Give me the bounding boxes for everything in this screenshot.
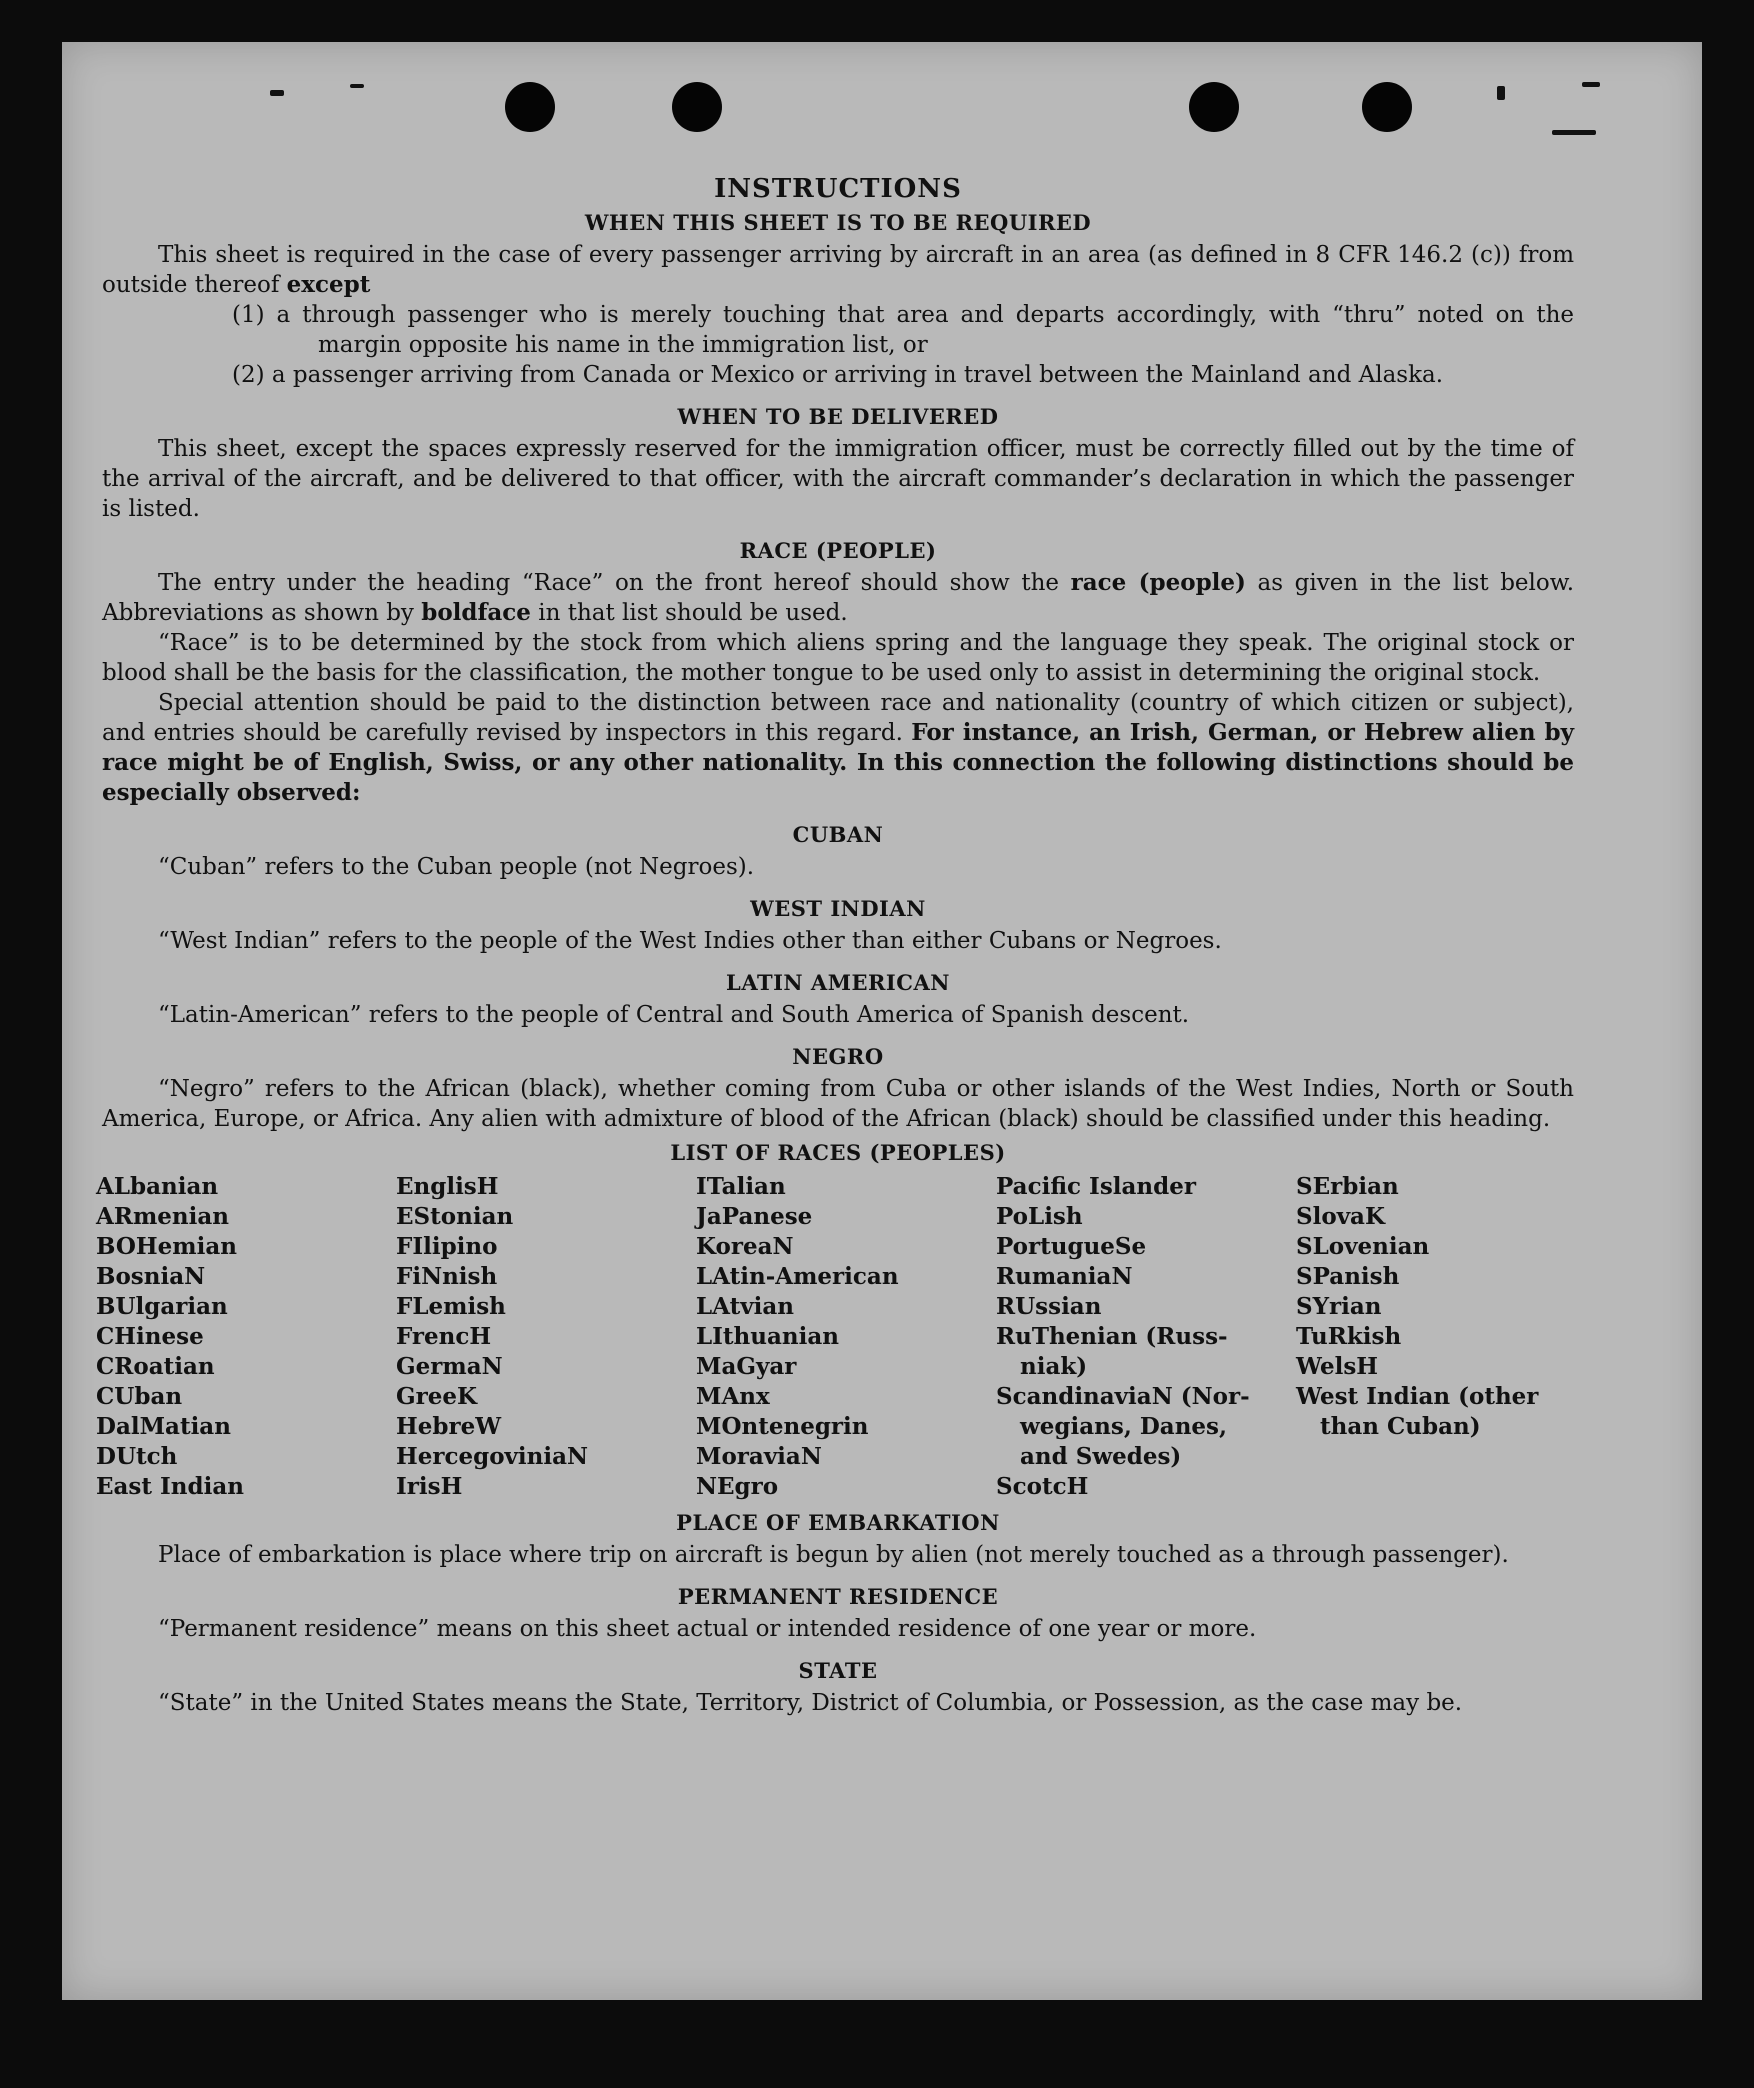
heading-race: RACE (PEOPLE) bbox=[739, 538, 937, 563]
race-list-entry: RumaniaN bbox=[996, 1263, 1133, 1290]
scan-speck bbox=[270, 90, 284, 96]
race-list-entry: wegians, Danes, bbox=[1020, 1413, 1227, 1440]
race-list-entry: DUtch bbox=[96, 1443, 178, 1470]
race-list-entry: and Swedes) bbox=[1020, 1443, 1182, 1470]
race-list bbox=[96, 1172, 1574, 1502]
race-list-entry: CHinese bbox=[96, 1323, 204, 1350]
race-list-entry: BUlgarian bbox=[96, 1293, 228, 1320]
race-p3-part-a: Special attention should be paid to the distinction between race and nationality (country of which citizen or subject), and entries should be carefully revised by inspectors in this regard. bbox=[102, 690, 1574, 746]
instructions-content bbox=[96, 132, 1575, 1718]
state-text: “State” in the United States means the State, Territory, District of Columbia, or Possession, as the case may be. bbox=[158, 1690, 1463, 1716]
race-list-entry: than Cuban) bbox=[1320, 1413, 1481, 1440]
race-paragraph-1 bbox=[102, 568, 1574, 628]
race-column-4 bbox=[996, 1172, 1296, 1502]
race-list-entry: Pacific Islander bbox=[996, 1173, 1196, 1200]
race-p1-bold-boldface: boldface bbox=[421, 599, 531, 626]
race-list-entry: HebreW bbox=[396, 1413, 502, 1440]
exception-item-1: (1) a through passenger who is merely touching that area and departs accordingly, with “thru” noted on the margin opposite his name in the immigration list, or bbox=[232, 302, 1574, 358]
embarkation-text: Place of embarkation is place where trip on aircraft is begun by alien (not merely touched as a through passenger). bbox=[158, 1542, 1509, 1568]
when-delivered-text: This sheet, except the spaces expressly reserved for the immigration officer, must be correctly filled out by the time of the arrival of the aircraft, and be delivered to that officer, with the aircraft commander’s declaration in which the passenger is listed. bbox=[102, 436, 1574, 522]
race-column-2 bbox=[396, 1172, 696, 1502]
race-list-entry: PoLish bbox=[996, 1203, 1083, 1230]
race-list-entry: EnglisH bbox=[396, 1173, 499, 1200]
race-list-entry: BosniaN bbox=[96, 1263, 206, 1290]
negro-text: “Negro” refers to the African (black), whether coming from Cuba or other islands of the West Indies, North or South America, Europe, or Africa. Any alien with admixture of blood of the African (black) should be classified under this heading. bbox=[102, 1076, 1574, 1132]
race-list-entry: LIthuanian bbox=[696, 1323, 839, 1350]
race-list-entry: SYrian bbox=[1296, 1293, 1382, 1320]
race-list-entry: FiNnish bbox=[396, 1263, 498, 1290]
race-list-entry: EStonian bbox=[396, 1203, 514, 1230]
race-list-entry: SPanish bbox=[1296, 1263, 1400, 1290]
scan-speck bbox=[1497, 86, 1505, 100]
race-list-entry: LAtvian bbox=[696, 1293, 794, 1320]
permanent-residence-text: “Permanent residence” means on this sheet actual or intended residence of one year or more. bbox=[158, 1616, 1257, 1642]
exception-item-2: (2) a passenger arriving from Canada or Mexico or arriving in travel between the Mainland and Alaska. bbox=[232, 362, 1444, 388]
race-list-entry: West Indian (other bbox=[1296, 1383, 1539, 1410]
punch-hole bbox=[505, 82, 555, 132]
heading-list-of-races: LIST OF RACES (PEOPLES) bbox=[670, 1140, 1006, 1165]
race-list-entry: ITalian bbox=[696, 1173, 786, 1200]
race-list-entry: GermaN bbox=[396, 1353, 503, 1380]
race-p3-bold-example: For instance, an Irish, German, or Hebrew alien by race might be of English, Swiss, or any other nationality. In this connection the following distinctions should be especially observed: bbox=[102, 719, 1574, 806]
scan-speck bbox=[350, 84, 364, 88]
punch-hole bbox=[1189, 82, 1239, 132]
race-list-entry: CRoatian bbox=[96, 1353, 215, 1380]
race-list-entry: MaGyar bbox=[696, 1353, 797, 1380]
race-list-entry: KoreaN bbox=[696, 1233, 794, 1260]
heading-when-delivered: WHEN TO BE DELIVERED bbox=[677, 404, 999, 429]
heading-latin-american: LATIN AMERICAN bbox=[726, 970, 950, 995]
heading-west-indian: WEST INDIAN bbox=[750, 896, 926, 921]
race-list-entry: CUban bbox=[96, 1383, 183, 1410]
except-word: except bbox=[286, 271, 371, 298]
race-list-entry: TuRkish bbox=[1296, 1323, 1402, 1350]
page-title: INSTRUCTIONS bbox=[714, 174, 962, 204]
race-list-entry: SLovenian bbox=[1296, 1233, 1430, 1260]
race-p1-part-c: as given in the list below. Abbreviations as shown by bbox=[102, 570, 1575, 626]
race-list-entry: DalMatian bbox=[96, 1413, 231, 1440]
race-list-entry: IrisH bbox=[396, 1473, 463, 1500]
race-paragraph-3 bbox=[102, 688, 1574, 808]
race-p1-part-a: The entry under the heading “Race” on the front hereof should show the bbox=[158, 570, 1060, 596]
race-list-entry: HercegoviniaN bbox=[396, 1443, 589, 1470]
heading-cuban: CUBAN bbox=[792, 822, 884, 847]
when-required-text: This sheet is required in the case of every passenger arriving by aircraft in an area (as defined in 8 CFR 146.2 (c)) from outside thereof bbox=[102, 242, 1574, 298]
scan-speck bbox=[1582, 82, 1600, 87]
race-p1-bold-race: race (people) bbox=[1070, 569, 1246, 596]
race-list-entry: SlovaK bbox=[1296, 1203, 1385, 1230]
race-list-entry: ALbanian bbox=[96, 1173, 219, 1200]
race-list-entry: FrencH bbox=[396, 1323, 492, 1350]
race-list-entry: SErbian bbox=[1296, 1173, 1399, 1200]
cuban-text: “Cuban” refers to the Cuban people (not Negroes). bbox=[158, 854, 755, 880]
race-list-entry: JaPanese bbox=[696, 1203, 813, 1230]
race-list-entry: MoraviaN bbox=[696, 1443, 822, 1470]
race-list-entry: BOHemian bbox=[96, 1233, 237, 1260]
race-column-5 bbox=[1296, 1172, 1596, 1502]
race-column-3 bbox=[696, 1172, 996, 1502]
race-list-entry: ARmenian bbox=[96, 1203, 230, 1230]
race-list-entry: MOntenegrin bbox=[696, 1413, 869, 1440]
race-list-entry: GreeK bbox=[396, 1383, 478, 1410]
latin-american-text: “Latin-American” refers to the people of Central and South America of Spanish descent. bbox=[158, 1002, 1190, 1028]
race-paragraph-2: “Race” is to be determined by the stock from which aliens spring and the language they speak. The original stock or blood shall be the basis for the classification, the mother tongue to be used only to assist in determining the original stock. bbox=[102, 630, 1574, 686]
race-list-entry: niak) bbox=[1020, 1353, 1088, 1380]
race-list-entry: RuThenian (Russ- bbox=[996, 1323, 1228, 1350]
race-list-entry: FIlipino bbox=[396, 1233, 498, 1260]
west-indian-text: “West Indian” refers to the people of the West Indies other than either Cubans or Negroes. bbox=[158, 928, 1222, 954]
race-list-entry: NEgro bbox=[696, 1473, 779, 1500]
race-list-entry: WelsH bbox=[1296, 1353, 1379, 1380]
race-list-entry: ScandinaviaN (Nor- bbox=[996, 1383, 1250, 1410]
race-list-entry: ScotcH bbox=[996, 1473, 1089, 1500]
heading-when-required: WHEN THIS SHEET IS TO BE REQUIRED bbox=[584, 210, 1092, 235]
race-list-entry: RUssian bbox=[996, 1293, 1102, 1320]
race-p1-part-e: in that list should be used. bbox=[538, 600, 848, 626]
heading-negro: NEGRO bbox=[792, 1044, 884, 1069]
race-column-1 bbox=[96, 1172, 396, 1502]
race-list-entry: PortugueSe bbox=[996, 1233, 1147, 1260]
punch-hole bbox=[672, 82, 722, 132]
when-required-intro bbox=[102, 240, 1574, 300]
heading-permanent-residence: PERMANENT RESIDENCE bbox=[677, 1584, 999, 1609]
heading-embarkation: PLACE OF EMBARKATION bbox=[676, 1510, 1000, 1535]
punch-hole bbox=[1362, 82, 1412, 132]
race-list-entry: East Indian bbox=[96, 1473, 244, 1500]
heading-state: STATE bbox=[798, 1658, 878, 1683]
race-list-entry: MAnx bbox=[696, 1383, 770, 1410]
race-list-entry: FLemish bbox=[396, 1293, 506, 1320]
race-list-entry: LAtin-American bbox=[696, 1263, 899, 1290]
